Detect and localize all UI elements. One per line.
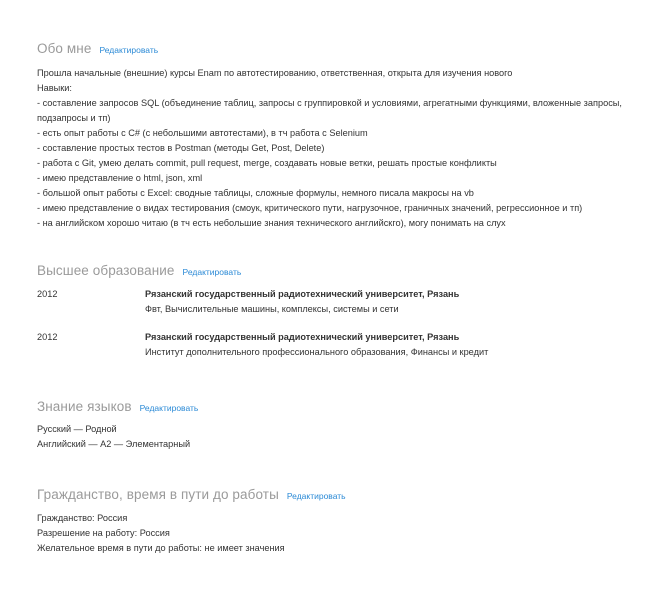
languages-section bbox=[37, 399, 651, 452]
about-line: - составление запросов SQL (объединение таблиц, запросы с группировкой и условиями, агрегатными функциями, вложенные запросы, подзапросы и тп) bbox=[37, 98, 622, 123]
about-line: - большой опыт работы с Excel: сводные таблицы, сложные формулы, немного писала макросы на vb bbox=[37, 188, 474, 198]
citizenship-header bbox=[37, 487, 651, 502]
languages-edit-link[interactable]: Редактировать bbox=[139, 403, 199, 413]
about-title: Обо мне bbox=[37, 41, 92, 56]
language-item: Русский — Родной bbox=[37, 424, 117, 434]
about-line: Навыки: bbox=[37, 83, 72, 93]
languages-title: Знание языков bbox=[37, 399, 132, 414]
education-body bbox=[145, 287, 651, 317]
citizenship-title: Гражданство, время в пути до работы bbox=[37, 487, 279, 502]
education-school: Рязанский государственный радиотехнический университет, Рязань bbox=[145, 289, 460, 299]
citizenship-edit-link[interactable]: Редактировать bbox=[286, 491, 346, 501]
language-item: Английский — A2 — Элементарный bbox=[37, 439, 191, 449]
education-item bbox=[37, 287, 651, 317]
education-detail: Институт дополнительного профессионального образования, Финансы и кредит bbox=[145, 347, 489, 357]
education-body bbox=[145, 330, 651, 360]
about-line: - есть опыт работы с C# (с небольшими автотестами), в тч работа с Selenium bbox=[37, 128, 368, 138]
education-detail: Фвт, Вычислительные машины, комплексы, системы и сети bbox=[145, 304, 399, 314]
education-edit-link[interactable]: Редактировать bbox=[182, 267, 242, 277]
education-year: 2012 bbox=[37, 332, 58, 342]
citizenship-item: Желательное время в пути до работы: не имеет значения bbox=[37, 543, 285, 553]
education-item bbox=[37, 330, 651, 360]
citizenship-item: Гражданство: Россия bbox=[37, 513, 128, 523]
about-edit-link[interactable]: Редактировать bbox=[99, 45, 159, 55]
about-line: - составление простых тестов в Postman (методы Get, Post, Delete) bbox=[37, 143, 325, 153]
about-header bbox=[37, 41, 651, 56]
about-line: Прошла начальные (внешние) курсы Enam по автотестированию, ответственная, открыта для изучения нового bbox=[37, 68, 513, 78]
education-section bbox=[37, 263, 651, 360]
citizenship-item: Разрешение на работу: Россия bbox=[37, 528, 170, 538]
about-line: - работа с Git, умею делать commit, pull request, merge, создавать новые ветки, решать простые конфликты bbox=[37, 158, 497, 168]
education-school: Рязанский государственный радиотехнический университет, Рязань bbox=[145, 332, 460, 342]
education-year: 2012 bbox=[37, 289, 58, 299]
about-line: - имею представление о html, json, xml bbox=[37, 173, 203, 183]
citizenship-section bbox=[37, 487, 651, 556]
education-title: Высшее образование bbox=[37, 263, 175, 278]
languages-header bbox=[37, 399, 651, 414]
about-line: - на английском хорошо читаю (в тч есть небольшие знания технического английскго), могу понимать на слух bbox=[37, 218, 506, 228]
education-header bbox=[37, 263, 651, 278]
about-line: - имею представление о видах тестирования (смоук, критического пути, нагрузочное, граничных значений, регрессионное и тп) bbox=[37, 203, 583, 213]
about-section bbox=[37, 41, 651, 231]
